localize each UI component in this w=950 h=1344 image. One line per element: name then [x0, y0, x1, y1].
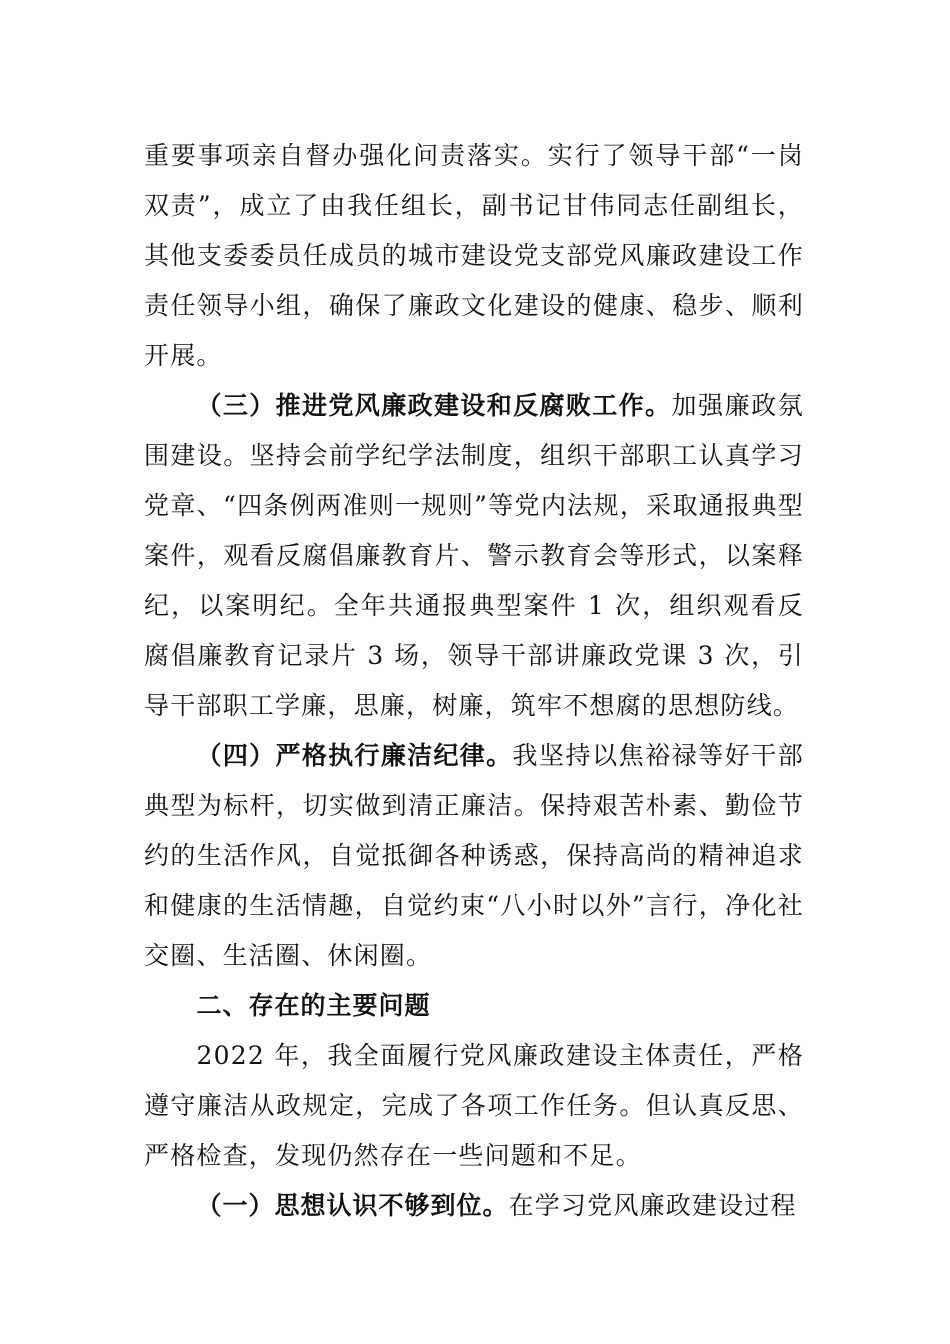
paragraph-heading: （三）推进党风廉政建设和反腐败工作。	[196, 391, 672, 420]
paragraph-text: 2022 年，我全面履行党风廉政建设主体责任，严格遵守廉洁从政规定，完成了各项工作任务。但认真反思、严格检查，发现仍然存在一些问题和不足。	[144, 1041, 804, 1170]
paragraph-section-three	[144, 381, 804, 731]
paragraph-continuation	[144, 131, 804, 381]
section-heading: 二、存在的主要问题	[196, 991, 431, 1020]
paragraph-problem-one	[144, 1181, 804, 1231]
paragraph-heading: （一）思想认识不够到位。	[196, 1191, 509, 1220]
paragraph-text: 重要事项亲自督办强化问责落实。实行了领导干部“一岗双责”，成立了由我任组长，副书记甘伟同志任副组长，其他支委委员任成员的城市建设党支部党风廉政建设工作责任领导小组，确保了廉政文化建设的健康、稳步、顺利开展。	[144, 141, 804, 370]
paragraph-summary	[144, 1031, 804, 1181]
paragraph-section-four	[144, 731, 804, 981]
paragraph-text: 加强廉政氛围建设。坚持会前学纪学法制度，组织干部职工认真学习党章、“四条例两准则一规则”等党内法规，采取通报典型案件，观看反腐倡廉教育片、警示教育会等形式，以案释纪，以案明纪。全年共通报典型案件 1 次，组织观看反腐倡廉教育记录片 3 场，领导干部讲廉政党课 3 次，引导干部职工学廉，思廉，树廉，筑牢不想腐的思想防线。	[144, 391, 804, 720]
paragraph-text: 在学习党风廉政建设过程	[508, 1191, 797, 1220]
document-body	[144, 131, 804, 1231]
paragraph-text: 我坚持以焦裕禄等好干部典型为标杆，切实做到清正廉洁。保持艰苦朴素、勤俭节约的生活作风，自觉抵御各种诱惑，保持高尚的精神追求和健康的生活情趣，自觉约束“八小时以外”言行，净化社交圈、生活圈、休闲圈。	[144, 741, 804, 970]
paragraph-heading: （四）严格执行廉洁纪律。	[196, 741, 513, 770]
